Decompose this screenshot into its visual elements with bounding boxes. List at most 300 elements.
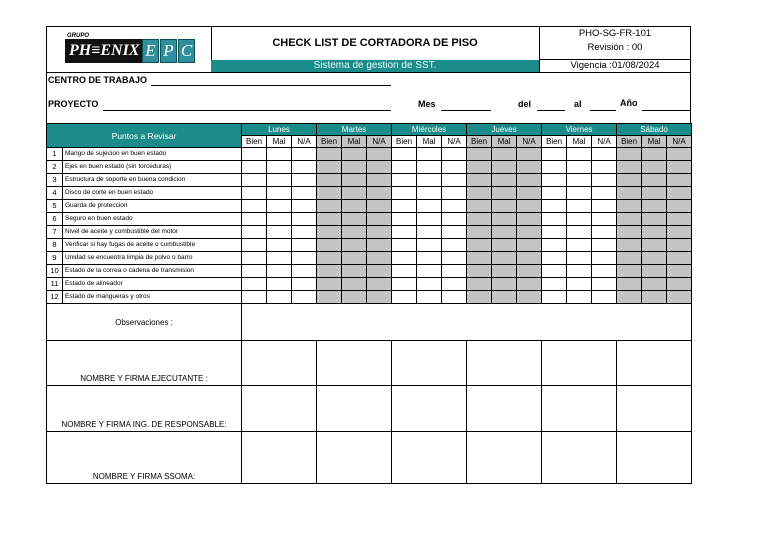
status-subheader: N/A [592,136,617,148]
check-cell[interactable] [342,200,367,213]
logo-phoenix-text: PH≡ENIX [65,39,143,63]
check-cell[interactable] [417,291,442,304]
check-cell[interactable] [617,252,642,265]
check-cell[interactable] [242,226,267,239]
check-cell[interactable] [392,187,417,200]
check-cell[interactable] [567,200,592,213]
check-cell[interactable] [367,278,392,291]
status-subheader: N/A [442,136,467,148]
check-cell[interactable] [392,265,417,278]
check-cell[interactable] [367,148,392,161]
proyecto-label: PROYECTO [48,99,99,109]
check-cell[interactable] [442,239,467,252]
checklist-row [47,187,692,200]
signature-cell[interactable] [542,432,617,484]
check-cell[interactable] [642,278,667,291]
check-cell[interactable] [242,291,267,304]
status-subheader: N/A [667,136,692,148]
check-cell[interactable] [617,148,642,161]
proyecto-field[interactable] [103,110,391,111]
signature-cell[interactable] [317,432,392,484]
check-cell[interactable] [617,161,642,174]
check-cell[interactable] [267,252,292,265]
check-cell[interactable] [667,291,692,304]
status-subheader: Bien [242,136,267,148]
signature-cell[interactable] [617,432,692,484]
check-cell[interactable] [392,161,417,174]
check-cell[interactable] [567,226,592,239]
check-cell[interactable] [492,226,517,239]
check-cell[interactable] [617,200,642,213]
item-number: 8 [47,239,63,252]
check-cell[interactable] [592,200,617,213]
check-cell[interactable] [292,200,317,213]
signature-cell[interactable] [242,386,317,432]
check-cell[interactable] [667,174,692,187]
check-cell[interactable] [492,278,517,291]
del-field[interactable] [537,110,565,111]
check-cell[interactable] [467,148,492,161]
check-cell[interactable] [492,174,517,187]
check-cell[interactable] [392,278,417,291]
check-cell[interactable] [317,265,342,278]
check-cell[interactable] [542,200,567,213]
item-number: 9 [47,252,63,265]
logo-letter-c: C [178,39,195,63]
signature-cell[interactable] [467,341,542,386]
check-cell[interactable] [567,291,592,304]
check-cell[interactable] [342,291,367,304]
check-cell[interactable] [342,239,367,252]
signature-cell[interactable] [242,341,317,386]
check-cell[interactable] [467,187,492,200]
check-cell[interactable] [317,226,342,239]
check-cell[interactable] [442,148,467,161]
checklist-row [47,291,692,304]
checklist-row [47,161,692,174]
check-cell[interactable] [517,278,542,291]
mes-field[interactable] [441,110,491,111]
title-area [211,27,540,72]
check-cell[interactable] [442,200,467,213]
check-cell[interactable] [592,265,617,278]
check-cell[interactable] [592,187,617,200]
check-cell[interactable] [267,213,292,226]
check-cell[interactable] [517,200,542,213]
check-cell[interactable] [442,226,467,239]
check-cell[interactable] [517,148,542,161]
check-cell[interactable] [317,148,342,161]
check-cell[interactable] [592,226,617,239]
check-cell[interactable] [267,226,292,239]
check-cell[interactable] [442,291,467,304]
check-cell[interactable] [317,213,342,226]
check-cell[interactable] [542,278,567,291]
check-cell[interactable] [392,200,417,213]
check-cell[interactable] [467,213,492,226]
company-logo [63,33,191,65]
check-cell[interactable] [467,278,492,291]
check-cell[interactable] [667,252,692,265]
check-cell[interactable] [417,278,442,291]
check-cell[interactable] [492,252,517,265]
item-description: Ejes en buen estado (sin torceduras) [63,161,242,174]
check-cell[interactable] [517,252,542,265]
check-cell[interactable] [617,174,642,187]
signature-label: NOMBRE Y FIRMA ING. DE RESPONSABLE: [47,386,242,432]
check-cell[interactable] [567,174,592,187]
signature-cell[interactable] [542,341,617,386]
check-cell[interactable] [542,239,567,252]
check-cell[interactable] [467,252,492,265]
check-cell[interactable] [567,148,592,161]
check-cell[interactable] [517,174,542,187]
check-cell[interactable] [542,265,567,278]
check-cell[interactable] [642,200,667,213]
al-field[interactable] [590,110,616,111]
document-code: PHO-SG-FR-101 [578,28,652,39]
anio-field[interactable] [642,110,690,111]
check-cell[interactable] [617,213,642,226]
check-cell[interactable] [267,239,292,252]
check-cell[interactable] [642,252,667,265]
check-cell[interactable] [292,174,317,187]
check-cell[interactable] [367,226,392,239]
check-cell[interactable] [417,252,442,265]
status-subheader: Mal [567,136,592,148]
check-cell[interactable] [267,187,292,200]
check-cell[interactable] [242,265,267,278]
check-cell[interactable] [367,161,392,174]
check-cell[interactable] [292,213,317,226]
check-cell[interactable] [467,291,492,304]
check-cell[interactable] [242,213,267,226]
check-cell[interactable] [317,174,342,187]
check-cell[interactable] [442,174,467,187]
check-cell[interactable] [342,265,367,278]
check-cell[interactable] [492,291,517,304]
status-subheader: Mal [342,136,367,148]
document-header [46,26,691,73]
check-cell[interactable] [242,187,267,200]
check-cell[interactable] [292,161,317,174]
check-cell[interactable] [417,200,442,213]
check-cell[interactable] [292,239,317,252]
check-cell[interactable] [517,187,542,200]
check-cell[interactable] [267,161,292,174]
status-subheader: Bien [467,136,492,148]
signature-cell[interactable] [617,341,692,386]
status-subheader: Bien [392,136,417,148]
check-cell[interactable] [392,148,417,161]
check-cell[interactable] [292,252,317,265]
centro-field[interactable] [151,85,391,86]
check-cell[interactable] [642,187,667,200]
check-cell[interactable] [617,265,642,278]
signature-cell[interactable] [617,386,692,432]
checklist-row [47,213,692,226]
check-cell[interactable] [317,187,342,200]
check-cell[interactable] [642,148,667,161]
signature-cell[interactable] [467,432,542,484]
check-cell[interactable] [392,213,417,226]
check-cell[interactable] [517,239,542,252]
check-cell[interactable] [567,213,592,226]
document-code-area [539,27,691,72]
check-cell[interactable] [567,161,592,174]
centro-label: CENTRO DE TRABAJO [48,75,148,85]
check-cell[interactable] [242,200,267,213]
status-subheader: Mal [267,136,292,148]
item-number: 7 [47,226,63,239]
check-cell[interactable] [492,200,517,213]
check-cell[interactable] [417,226,442,239]
check-cell[interactable] [242,239,267,252]
check-cell[interactable] [242,161,267,174]
check-cell[interactable] [617,239,642,252]
check-cell[interactable] [542,213,567,226]
check-cell[interactable] [592,252,617,265]
check-cell[interactable] [592,213,617,226]
check-cell[interactable] [367,265,392,278]
check-cell[interactable] [417,187,442,200]
item-description: Estado de mangueras y otros [63,291,242,304]
check-cell[interactable] [417,174,442,187]
check-cell[interactable] [392,226,417,239]
check-cell[interactable] [642,239,667,252]
check-cell[interactable] [517,161,542,174]
check-cell[interactable] [342,278,367,291]
check-cell[interactable] [292,226,317,239]
check-cell[interactable] [292,187,317,200]
check-cell[interactable] [342,226,367,239]
check-cell[interactable] [567,278,592,291]
check-cell[interactable] [517,265,542,278]
check-cell[interactable] [542,291,567,304]
check-cell[interactable] [417,265,442,278]
check-cell[interactable] [342,187,367,200]
check-cell[interactable] [417,148,442,161]
check-cell[interactable] [417,213,442,226]
check-cell[interactable] [317,200,342,213]
checklist-row [47,265,692,278]
check-cell[interactable] [317,161,342,174]
check-cell[interactable] [467,239,492,252]
check-cell[interactable] [267,200,292,213]
check-cell[interactable] [667,278,692,291]
check-cell[interactable] [542,187,567,200]
check-cell[interactable] [442,187,467,200]
signature-cell[interactable] [392,386,467,432]
check-cell[interactable] [667,187,692,200]
item-description: Mango de sujecion en buen estado [63,148,242,161]
anio-label: Año [620,98,638,108]
check-cell[interactable] [317,252,342,265]
check-cell[interactable] [567,187,592,200]
check-cell[interactable] [367,291,392,304]
check-cell[interactable] [367,239,392,252]
check-cell[interactable] [267,265,292,278]
check-cell[interactable] [542,174,567,187]
signature-cell[interactable] [392,432,467,484]
check-cell[interactable] [242,148,267,161]
check-cell[interactable] [267,291,292,304]
status-subheader: N/A [367,136,392,148]
item-number: 3 [47,174,63,187]
check-cell[interactable] [392,174,417,187]
status-subheader: Bien [617,136,642,148]
check-cell[interactable] [642,161,667,174]
signature-cell[interactable] [317,341,392,386]
check-cell[interactable] [592,291,617,304]
signature-cell[interactable] [392,341,467,386]
check-cell[interactable] [617,278,642,291]
check-cell[interactable] [392,291,417,304]
status-subheader: Bien [317,136,342,148]
check-cell[interactable] [542,161,567,174]
points-header: Puntos a Revisar [47,124,242,148]
check-cell[interactable] [467,226,492,239]
check-cell[interactable] [367,213,392,226]
checklist-row [47,200,692,213]
check-cell[interactable] [542,148,567,161]
check-cell[interactable] [367,252,392,265]
check-cell[interactable] [442,265,467,278]
check-cell[interactable] [592,174,617,187]
check-cell[interactable] [292,278,317,291]
check-cell[interactable] [342,148,367,161]
check-cell[interactable] [617,226,642,239]
check-cell[interactable] [617,187,642,200]
check-cell[interactable] [592,239,617,252]
item-description: Estado de alineador [63,278,242,291]
check-cell[interactable] [342,252,367,265]
checklist-row [47,252,692,265]
check-cell[interactable] [542,226,567,239]
check-cell[interactable] [642,213,667,226]
check-cell[interactable] [567,239,592,252]
check-cell[interactable] [367,174,392,187]
check-cell[interactable] [467,265,492,278]
info-section [46,73,691,123]
check-cell[interactable] [667,239,692,252]
check-cell[interactable] [667,226,692,239]
check-cell[interactable] [567,265,592,278]
check-cell[interactable] [317,239,342,252]
signature-cell[interactable] [242,432,317,484]
check-cell[interactable] [367,200,392,213]
check-cell[interactable] [517,226,542,239]
check-cell[interactable] [392,252,417,265]
check-cell[interactable] [417,239,442,252]
item-description: Estructura de soporte en buena condicion [63,174,242,187]
check-cell[interactable] [517,291,542,304]
check-cell[interactable] [567,252,592,265]
document-subtitle: Sistema de gestion de SST. [211,60,539,72]
observaciones-field[interactable] [242,304,692,341]
check-cell[interactable] [667,265,692,278]
check-cell[interactable] [267,174,292,187]
check-cell[interactable] [542,252,567,265]
day-header: Sábado [617,124,692,136]
check-cell[interactable] [592,161,617,174]
logo-grupo-text: GRUPO [67,33,90,39]
check-cell[interactable] [242,174,267,187]
check-cell[interactable] [342,213,367,226]
check-cell[interactable] [642,265,667,278]
check-cell[interactable] [442,278,467,291]
check-cell[interactable] [517,213,542,226]
check-cell[interactable] [492,187,517,200]
check-cell[interactable] [467,200,492,213]
check-cell[interactable] [492,213,517,226]
check-cell[interactable] [642,291,667,304]
status-subheader: N/A [517,136,542,148]
day-header: Miércoles [392,124,467,136]
check-cell[interactable] [342,174,367,187]
check-cell[interactable] [392,239,417,252]
check-cell[interactable] [617,291,642,304]
document-revision: Revisión : 00 [587,42,643,53]
check-cell[interactable] [492,148,517,161]
item-description: Nivel de aceite y combustible del motor [63,226,242,239]
check-cell[interactable] [292,291,317,304]
check-cell[interactable] [467,174,492,187]
check-cell[interactable] [642,226,667,239]
check-cell[interactable] [667,161,692,174]
check-cell[interactable] [367,187,392,200]
signature-cell[interactable] [467,386,542,432]
check-cell[interactable] [592,278,617,291]
item-description: Guarda de proteccion [63,200,242,213]
item-description: Unidad se encuentra limpia de polvo o barro [63,252,242,265]
check-cell[interactable] [342,161,367,174]
check-cell[interactable] [442,213,467,226]
check-cell[interactable] [442,252,467,265]
check-cell[interactable] [667,200,692,213]
check-cell[interactable] [242,252,267,265]
check-cell[interactable] [492,265,517,278]
checklist-sheet [46,26,691,484]
check-cell[interactable] [292,265,317,278]
check-cell[interactable] [267,148,292,161]
item-number: 12 [47,291,63,304]
item-description: Seguro en buen estado [63,213,242,226]
check-cell[interactable] [492,239,517,252]
check-cell[interactable] [317,291,342,304]
check-cell[interactable] [592,148,617,161]
check-cell[interactable] [442,161,467,174]
checklist-row [47,174,692,187]
logo-area [47,27,212,72]
day-header: Martes [317,124,392,136]
check-cell[interactable] [267,278,292,291]
item-number: 10 [47,265,63,278]
signature-cell[interactable] [317,386,392,432]
check-cell[interactable] [492,161,517,174]
check-cell[interactable] [292,148,317,161]
check-cell[interactable] [417,161,442,174]
status-subheader: Bien [542,136,567,148]
signature-label: NOMBRE Y FIRMA EJECUTANTE : [47,341,242,386]
check-cell[interactable] [667,148,692,161]
check-cell[interactable] [642,174,667,187]
signature-cell[interactable] [542,386,617,432]
check-cell[interactable] [667,213,692,226]
check-cell[interactable] [467,161,492,174]
check-cell[interactable] [317,278,342,291]
check-cell[interactable] [242,278,267,291]
